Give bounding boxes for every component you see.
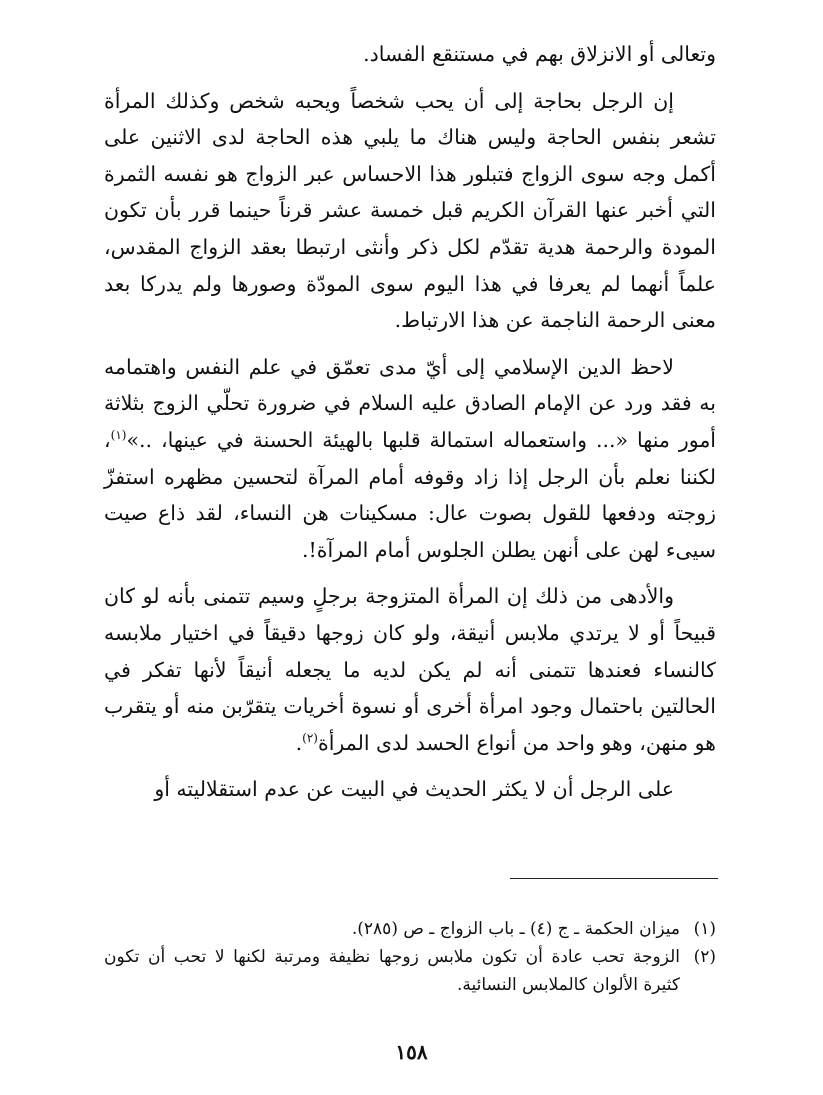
footnote bbox=[104, 943, 716, 999]
footnote-number: (١) bbox=[693, 919, 716, 939]
footnotes bbox=[104, 915, 716, 999]
body-text bbox=[104, 36, 716, 818]
footnote-separator bbox=[510, 878, 718, 879]
paragraph-last: على الرجل أن لا يكثر الحديث في البيت عن عدم استقلاليته أو bbox=[154, 777, 674, 802]
paragraph-marriage-love: إن الرجل بحاجة إلى أن يحب شخصاً ويحبه شخص وكذلك المرأة تشعر بنفس الحاجة وليس هناك ما يلبي هذه الحاجة لدى الاثنين على أكمل وجه سوى الزواج فتبلور هذا الاحساس عبر الزواج هو نفسه الثمرة التي أخبر عنها القرآن الكريم قبل خمسة عشر قرناً حينما قرر بأن تكون المودة والرحمة هدية تقدّم لكل ذكر وأنثى ارتبطا بعقد الزواج المقدس، علماً أنهما لم يعرفا في هذا اليوم سوى المودّة وصورها ولم يدركا بعد معنى الرحمة الناجمة عن هذا الارتباط. bbox=[104, 88, 716, 333]
footnote-text: ميزان الحكمة ـ ج (٤) ـ باب الزواج ـ ص (٢٨٥). bbox=[351, 919, 680, 939]
paragraph-continuation: وتعالى أو الانزلاق بهم في مستنقع الفساد. bbox=[363, 42, 716, 66]
paragraph-text: لاحظ الدين الإسلامي إلى أيّ مدى تعمّق في علم النفس واهتمامه به فقد ورد عن الإمام الصادق عليه السلام في ضرورة تحلّي الزوج بثلاثة أمور منها «... واستعماله استمالة قلبها بالهيئة الحسنة في عينها، ..» bbox=[104, 354, 716, 452]
paragraph-islam-psychology bbox=[104, 349, 716, 569]
footnote-ref-1: (١) bbox=[110, 428, 127, 443]
paragraph-text: ، لكننا نعلم بأن الرجل إذا زاد وقوفه أمام المرآة لتحسين مظهره استفزّ زوجته ودفعها للقول بصوت عال: مسكينات هن النساء، لقد ذاع صيت سيىء لهن على أنهن يطلن الجلوس أمام المرآة!. bbox=[104, 427, 716, 562]
paragraph-text: والأدهى من ذلك إن المرأة المتزوجة برجلٍ وسيم تتمنى بأنه لو كان قبيحاً أو لا يرتدي ملابس أنيقة، ولو كان زوجها دقيقاً في اختيار ملابسه كالنساء فعندها تتمنى أنه لم يكن لديه ما يجعله أنيقاً لأنها تفكر في الحالتين باحتمال وجود امرأة أخرى أو نسوة أخريات يتقرّبن منه أو يتقرب هو منهن، وهو واحد من أنواع الحسد لدى المرأة bbox=[104, 584, 716, 755]
paragraph-jealousy bbox=[104, 578, 716, 761]
footnote-number: (٢) bbox=[693, 947, 716, 967]
footnote-text: الزوجة تحب عادة أن تكون ملابس زوجها نظيفة ومرتبة لكنها لا تحب أن تكون كثيرة الألوان كالملابس النسائية. bbox=[104, 947, 680, 995]
page-number: ١٥٨ bbox=[395, 1040, 428, 1064]
paragraph-text: . bbox=[295, 730, 303, 755]
footnote-ref-2: (٢) bbox=[302, 730, 318, 745]
footnote bbox=[104, 915, 716, 943]
